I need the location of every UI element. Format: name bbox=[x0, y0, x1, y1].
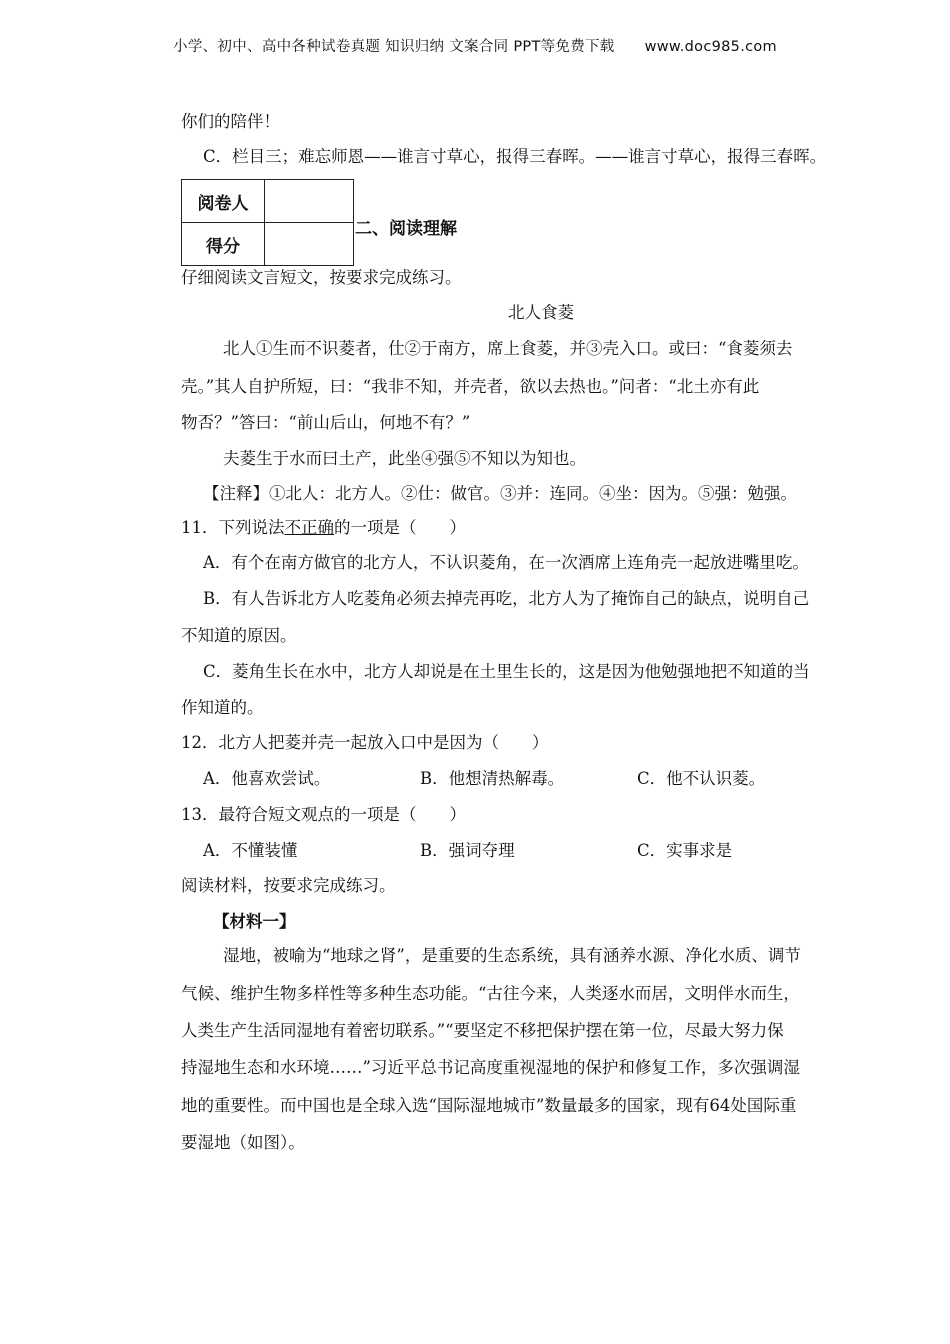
page-header bbox=[0, 35, 950, 56]
section-title: 二、阅读理解 bbox=[355, 219, 457, 239]
material-line: 持湿地生态和水环境……”习近平总书记高度重视湿地的保护和修复工作，多次强调湿 bbox=[181, 1058, 800, 1077]
q11-underlined: 不正确 bbox=[284, 518, 334, 537]
q12-option-c: C．他不认识菱。 bbox=[637, 769, 766, 788]
option-c-top: C．栏目三；难忘师恩——谁言寸草心，报得三春晖。——谁言寸草心，报得三春晖。 bbox=[203, 147, 827, 166]
q11-option-c: C．菱角生长在水中，北方人却说是在土里生长的，这是因为他勉强地把不知道的当 bbox=[203, 662, 810, 681]
intro-tail: 你们的陪伴！ bbox=[181, 112, 280, 131]
q11-suffix: 的一项是（ ） bbox=[334, 518, 466, 537]
passage-line: 夫菱生于水而曰土产，此坐④强⑤不知以为知也。 bbox=[223, 449, 586, 468]
q13-option-c: C．实事求是 bbox=[637, 841, 733, 860]
material-line: 要湿地（如图）。 bbox=[181, 1133, 305, 1152]
passage-line: 物否？”答曰：“前山后山，何地不有？” bbox=[181, 413, 471, 432]
q12-option-b: B．他想清热解毒。 bbox=[420, 769, 565, 788]
score-table-grader-cell bbox=[265, 180, 354, 223]
material-line: 人类生产生活同湿地有着密切联系。”“要坚定不移把保护摆在第一位，尽最大努力保 bbox=[181, 1021, 784, 1040]
q11-option-c-cont: 作知道的。 bbox=[181, 698, 264, 717]
q13-option-a: A．不懂装懂 bbox=[203, 841, 298, 860]
question-13-stem: 13．最符合短文观点的一项是（ ） bbox=[181, 805, 466, 824]
passage-line: 北人①生而不识菱者，仕②于南方，席上食菱，并③壳入口。或曰：“食菱须去 bbox=[223, 339, 793, 358]
score-table-grader-label: 阅卷人 bbox=[182, 180, 265, 223]
score-table-score-label: 得分 bbox=[182, 223, 265, 266]
q12-option-a: A．他喜欢尝试。 bbox=[203, 769, 331, 788]
material-label: 【材料一】 bbox=[213, 912, 296, 931]
material-line: 湿地，被喻为“地球之肾”，是重要的生态系统，具有涵养水源、净化水质、调节 bbox=[223, 946, 801, 965]
instruction-2: 阅读材料，按要求完成练习。 bbox=[181, 876, 396, 895]
question-11-stem bbox=[181, 518, 466, 538]
material-line: 气候、维护生物多样性等多种生态功能。“古往今来，人类逐水而居，文明伴水而生， bbox=[181, 984, 800, 1003]
passage-note: 【注释】①北人：北方人。②仕：做官。③并：连同。④坐：因为。⑤强：勉强。 bbox=[203, 484, 797, 503]
score-table bbox=[181, 179, 354, 266]
q13-option-b: B．强词夺理 bbox=[420, 841, 515, 860]
q11-prefix: 11．下列说法 bbox=[181, 518, 285, 537]
passage-line: 壳。”其人自护所短，曰：“我非不知，并壳者，欲以去热也。”问者：“北土亦有此 bbox=[181, 377, 760, 396]
header-url[interactable]: www.doc985.com bbox=[644, 39, 777, 55]
question-12-stem: 12．北方人把菱并壳一起放入口中是因为（ ） bbox=[181, 733, 549, 752]
q11-option-b-cont: 不知道的原因。 bbox=[181, 626, 297, 645]
header-text: 小学、初中、高中各种试卷真题 知识归纳 文案合同 PPT等免费下载 bbox=[173, 39, 615, 55]
passage-title: 北人食菱 bbox=[508, 303, 574, 322]
instruction-1: 仔细阅读文言短文，按要求完成练习。 bbox=[181, 268, 462, 287]
material-line: 地的重要性。而中国也是全球入选“国际湿地城市”数量最多的国家，现有64处国际重 bbox=[181, 1096, 797, 1115]
q11-option-b: B．有人告诉北方人吃菱角必须去掉壳再吃，北方人为了掩饰自己的缺点，说明自己 bbox=[203, 589, 810, 608]
q11-option-a: A．有个在南方做官的北方人，不认识菱角，在一次酒席上连角壳一起放进嘴里吃。 bbox=[203, 553, 809, 572]
score-table-score-cell bbox=[265, 223, 354, 266]
